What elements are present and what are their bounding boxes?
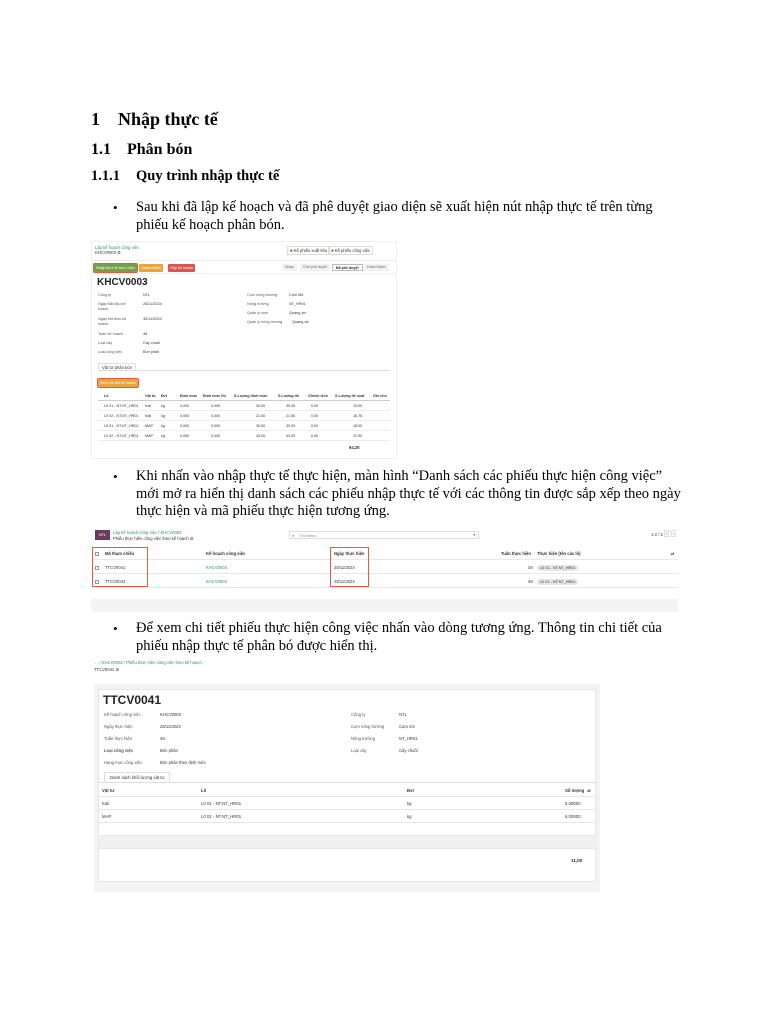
breadcrumb: Lập kế hoạch công việc / KHCV0003 xyxy=(113,530,182,535)
highlight-date-column xyxy=(330,547,369,587)
table-row[interactable]: L0 02 - NT.NT_HR01 MAP kg 0,000 0,000 43,00 43,00 0,00 22,50 xyxy=(98,432,390,441)
pager: 1-2 / 2 xyxy=(651,532,663,537)
table-row[interactable]: L0 01 - NT.NT_HR01 MAP kg 0,000 0,000 30,00 30,00 0,00 18,00 xyxy=(98,422,390,431)
app-badge[interactable]: NTL xyxy=(95,530,110,540)
truck-icon: ■ xyxy=(290,248,293,253)
bullet-dot: • xyxy=(113,200,118,215)
table-header: Lô Vật tư Đvt Định mức Định mức thì S.Lượng định mức S.Lượng thì Chênh lệch S.Lượng đề xuất Ghi chú xyxy=(98,392,390,401)
table-total: 94,25 xyxy=(349,445,360,450)
doc-icon: ■ xyxy=(331,248,334,253)
stage-done[interactable]: Hoàn thành xyxy=(364,264,389,271)
enter-actual-button[interactable]: Nhập thực tế thực hiện xyxy=(96,266,135,270)
chevron-left-icon[interactable]: ‹ xyxy=(666,531,668,536)
record-title: TTCV0041 xyxy=(103,693,162,707)
work-slip-button[interactable]: ■ Kế phiếu công việc xyxy=(328,246,373,255)
gear-icon[interactable]: ⚙ xyxy=(189,536,194,541)
screenshot-plan-form: Lập kế hoạch công việc KHCV0003 ⚙ ■ Kế phiếu xuất kho ■ Kế phiếu công việc Nhập thực tế thực hiện Hoàn thành Hủy kế hoạch Nháp Chờ phê duyệt Đã phê duyệt Hoàn thành KHCV0003 Công ty NTL Ngày bắt đầu kế hoạch 26/11/2024 Ngày kết thúc kế hoạch 30/11/2024 Tuần kế hoạch 48 Loại cây Cây chuối Loại công việc Bón phân Cụm nông trường Cụm Mỏ Nông trường NT_HR01 Quản lý cụm Quang an Quản lý nông trường Quang an Vật tư phân bón Xem chi tiết kế hoạch Lô Vật tư Đvt Định mức Định mức thì S.Lượng định mức S.Lượng thì Chênh lệch S.Lượng đề xuất Ghi chú L0 01 - NT.NT_HR01 Kali kg 0,000 0,000 30,00 30,00 0,00 15,00 L0 02 - NT.NT_HR01 Kali kg 0,000 0,000 21,50 21,50 0,00 18,75 L0 01 - NT.NT_HR01 MAP kg 0,000 0,000 30,00 30,00 0,00 18,00 L0 02 - NT.NT_HR01 MAP kg 0,000 0,000 43,00 43,00 0,00 22,50 94,25 xyxy=(91,241,397,459)
tab-material-list[interactable]: Danh sách khối lượng vật tư xyxy=(104,772,170,783)
action-bar xyxy=(92,262,396,274)
tab-fertilizer[interactable]: Vật tư phân bón xyxy=(98,363,136,371)
breadcrumb[interactable]: ← / KHCV0003 / Phiếu thực hiện công việc theo kế hoạch xyxy=(94,660,202,665)
stage-draft[interactable]: Nháp xyxy=(282,264,297,271)
heading-1-1: 1.1 Phân bón xyxy=(91,141,193,158)
form-card: TTCV0041 Kế hoạch công việc KHCV0003 Ngày thực hiện 28/11/2024 Tuần thực hiện 48 Loại công việc Bón phân Hạng mục công việc Bón phân theo định mức Công ty NTL Cụm nông trường Cụm mỏ Nông trường NT_HR01 Loại cây Cây chuối Danh sách khối lượng vật tư Vật tư Lô Đvt Số lượng ⇄ Kali L0 01 - NT.NT_HR01 kg 5,00000 MAP L0 01 - NT.NT_HR01 kg 6,00000 11,00 xyxy=(98,689,596,882)
table-row[interactable]: Kali L0 01 - NT.NT_HR01 kg 5,00000 xyxy=(99,797,597,810)
settings-adjust-icon[interactable]: ⇄ xyxy=(671,551,675,556)
table-row[interactable]: TTCV0041 KHCV0003 28/11/2024 48 L0 01 - NT.NT_HR01 xyxy=(91,561,678,574)
gear-icon[interactable]: ⚙ xyxy=(117,250,121,255)
tab-divider xyxy=(99,782,597,783)
search-icon: ⌕ xyxy=(292,533,295,538)
gear-icon[interactable]: ⚙ xyxy=(115,667,120,672)
stage-waiting[interactable]: Chờ phê duyệt xyxy=(300,264,330,271)
bullet-text: Để xem chi tiết phiếu thực hiện công việc nhấn vào dòng tương ứng. Thông tin chi tiết của phiếu nhập thực tế phân bó được hiển thị. xyxy=(136,620,662,654)
table-row[interactable]: MAP L0 01 - NT.NT_HR01 kg 6,00000 xyxy=(99,810,597,823)
record-name: KHCV0003 ⚙ xyxy=(95,250,121,255)
settings-adjust-icon[interactable]: ⇄ xyxy=(587,788,591,793)
form-sheet xyxy=(94,684,600,892)
table-row-empty xyxy=(99,836,597,849)
table-row-empty xyxy=(99,823,597,836)
chevron-right-icon[interactable]: › xyxy=(673,531,675,536)
form-topbar xyxy=(92,242,396,261)
stock-slip-button[interactable]: ■ Kế phiếu xuất kho xyxy=(287,246,330,255)
tab-divider xyxy=(98,370,390,371)
breadcrumb[interactable]: Lập kế hoạch công việc xyxy=(95,245,139,250)
lot-badge: L0 01 - NT.NT_HR01 xyxy=(537,579,578,585)
bullet-text: Khi nhấn vào nhập thực tế thực hiện, màn hình “Danh sách các phiếu thực hiện công việc” mới mở ra hiển thị danh sách các phiếu nhập thực tế với các thông tin được sắp xếp theo ngày thực hiện và mã phiếu thực hiện tương ứng. xyxy=(136,468,681,519)
heading-1: 1 Nhập thực tế xyxy=(91,109,218,129)
bullet-dot: • xyxy=(113,621,118,636)
complete-button[interactable]: Hoàn thành xyxy=(141,266,161,270)
list-footer xyxy=(91,599,678,612)
record-title: KHCV0003 xyxy=(97,277,148,288)
cancel-plan-button[interactable]: Hủy kế hoạch xyxy=(170,266,194,270)
heading-1-1-1: 1.1.1 Quy trình nhập thực tế xyxy=(91,168,280,184)
caret-down-icon[interactable]: ▾ xyxy=(473,533,475,537)
record-name: TTCV0041 ⚙ xyxy=(94,667,120,672)
table-header: Vật tư Lô Đvt Số lượng ⇄ xyxy=(99,784,597,797)
table-total: 11,00 xyxy=(571,858,583,863)
table-row[interactable]: TTCV0043 KHCV0003 28/11/2024 48 L0 01 - NT.NT_HR01 xyxy=(91,575,678,588)
search-input[interactable]: ⌕ Tìm kiếm... ▾ xyxy=(289,531,479,539)
table-row[interactable]: L0 02 - NT.NT_HR01 Kali kg 0,000 0,000 21,50 21,50 0,00 18,75 xyxy=(98,412,390,421)
list-title: Phiếu thực hiện công việc theo kế hoạch ⚙ xyxy=(113,536,194,541)
screenshot-actual-list xyxy=(91,527,678,612)
table-row[interactable]: L0 01 - NT.NT_HR01 Kali kg 0,000 0,000 30,00 30,00 0,00 15,00 xyxy=(98,402,390,411)
screenshot-actual-detail xyxy=(91,658,607,892)
table-header: Mã tham chiếu Kế hoạch công việc Ngày thực hiện Tuần thực hiện Thực hiện (tên các lô) ⇄ xyxy=(91,547,678,560)
bullet-text: Sau khi đã lập kế hoạch và đã phê duyệt giao diện sẽ xuất hiện nút nhập thực tế trên từng phiếu kế hoạch phân bón. xyxy=(136,199,653,233)
bullet-dot: • xyxy=(113,469,118,484)
lot-badge: L0 01 - NT.NT_HR01 xyxy=(537,565,578,571)
highlight-code-column xyxy=(92,547,148,587)
view-plan-detail-button[interactable]: Xem chi tiết kế hoạch xyxy=(100,381,137,385)
stage-approved[interactable]: Đã phê duyệt xyxy=(332,264,363,271)
